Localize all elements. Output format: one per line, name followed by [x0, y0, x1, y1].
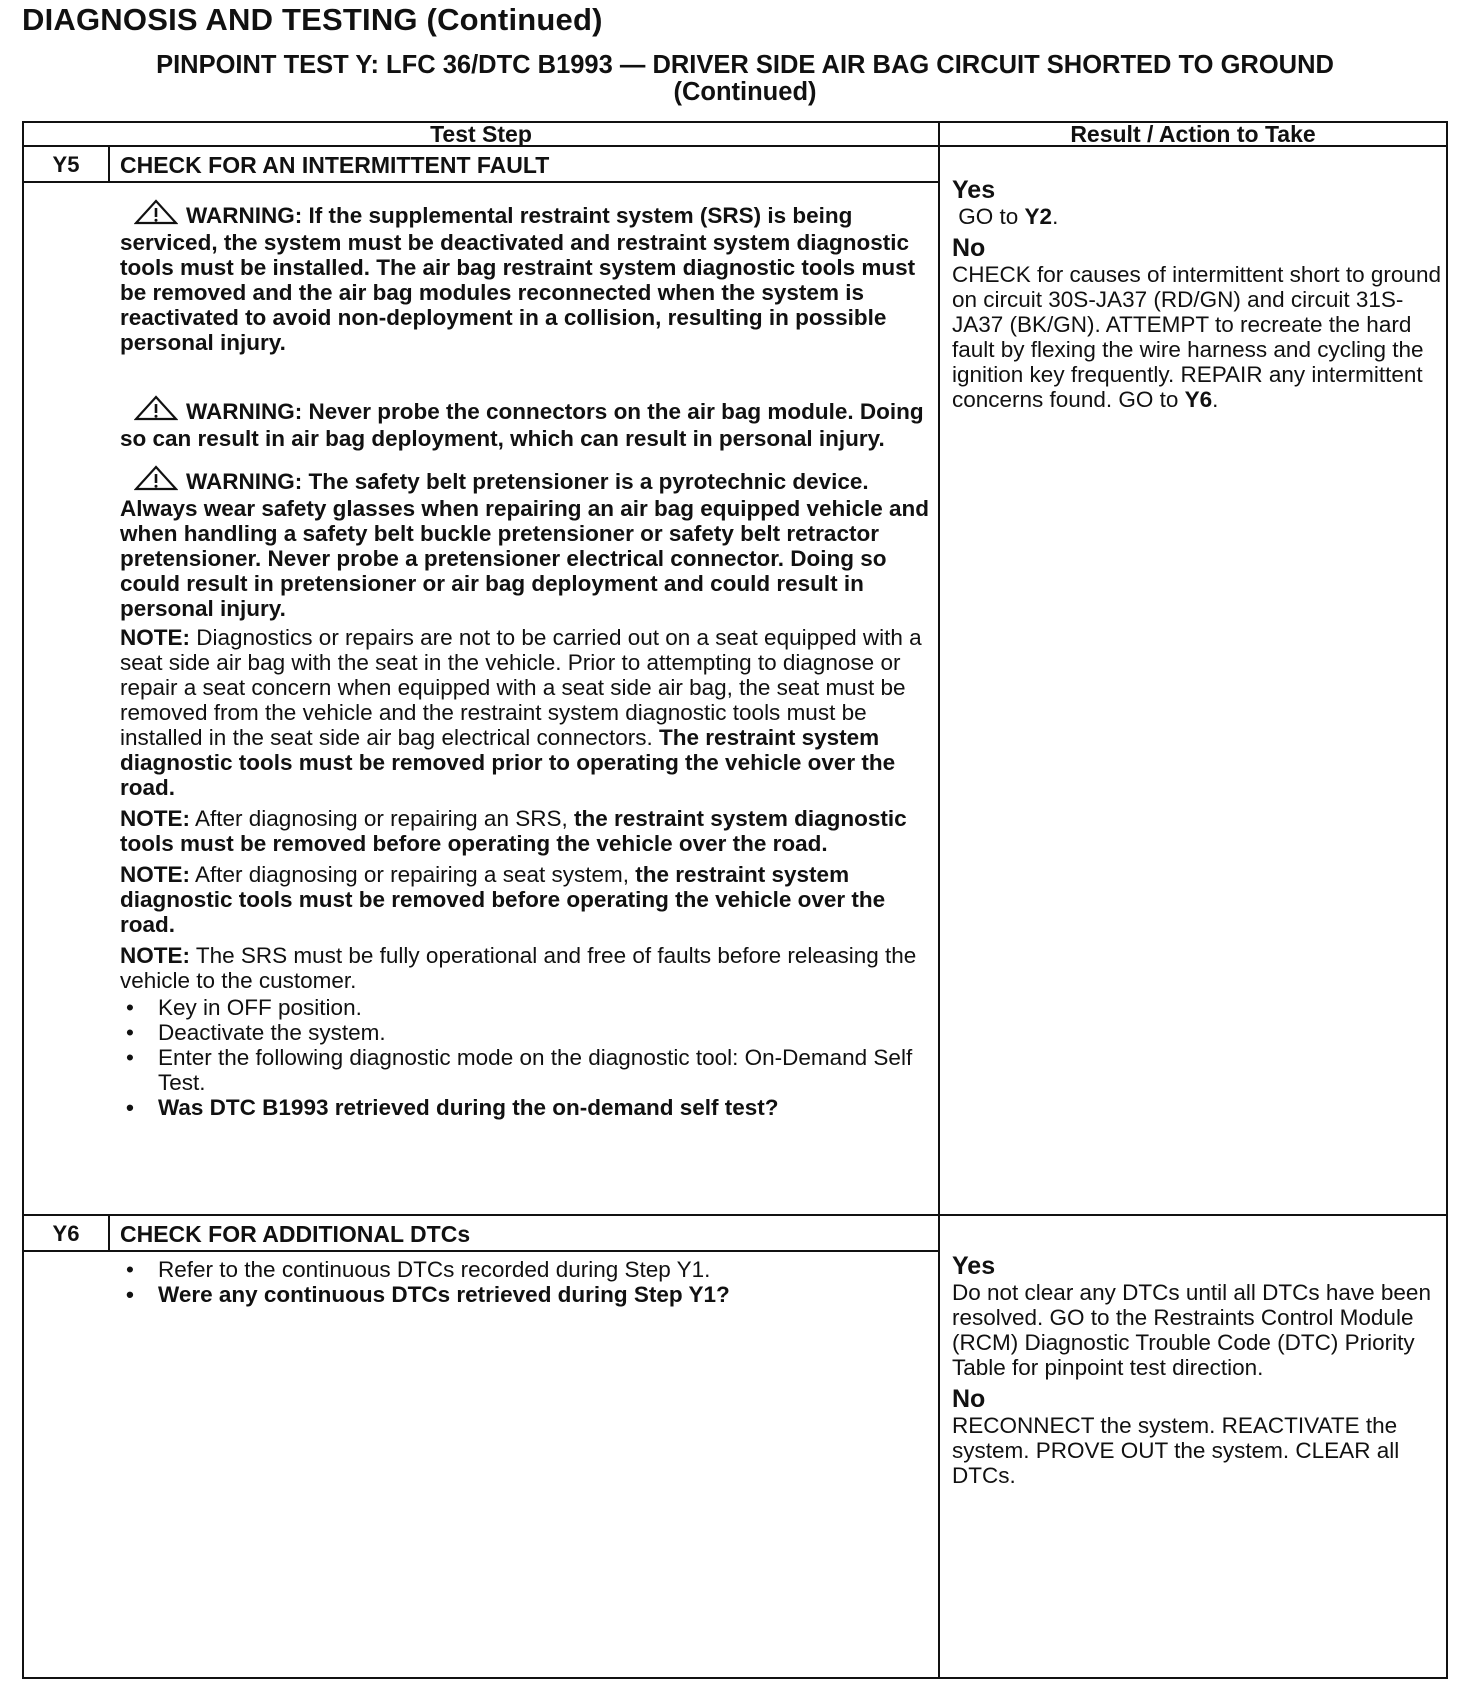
step-id: Y5 [52, 152, 80, 177]
step-content [120, 1257, 930, 1307]
bullet-text: Key in OFF position. [158, 995, 362, 1020]
note-label: NOTE: [120, 806, 190, 831]
bullet-text: Deactivate the system. [158, 1020, 386, 1045]
pinpoint-test-table [22, 121, 1448, 1679]
bullet-text: Enter the following diagnostic mode on the diagnostic tool: On-Demand Self Test. [158, 1045, 913, 1095]
no-text-end: . [1212, 387, 1219, 412]
yes-text-end: . [1052, 204, 1059, 229]
bullet-icon: • [126, 1282, 134, 1307]
step-bullet-list [120, 995, 930, 1120]
no-label: No [952, 1385, 986, 1413]
column-divider [938, 123, 940, 1677]
warning-text: WARNING: The safety belt pretensioner is a pyrotechnic device. Always wear safety glasses when repairing an air bag equipped vehicle and when handling a safety belt buckle pretensioner or safety belt retractor pretensioner. Never probe a pretensioner electrical connector. Doing so could result in pretensioner or air bag deployment and could result in personal injury. [120, 469, 930, 621]
yes-label: Yes [952, 176, 996, 204]
bullet-icon: • [126, 1257, 134, 1282]
step-title: CHECK FOR AN INTERMITTENT FAULT [120, 152, 550, 178]
note-label: NOTE: [120, 862, 190, 887]
yes-label: Yes [952, 1252, 996, 1280]
warning-triangle-icon [134, 465, 178, 496]
no-action: RECONNECT the system. REACTIVATE the system. PROVE OUT the system. CLEAR all DTCs. [952, 1413, 1400, 1488]
list-item [120, 1020, 930, 1045]
bullet-icon: • [126, 995, 134, 1020]
note-text: The SRS must be fully operational and free of faults before releasing the vehicle to the customer. [120, 943, 917, 993]
step-id: Y6 [52, 1221, 80, 1246]
warning-block [120, 465, 930, 621]
note-text: After diagnosing or repairing an SRS, [190, 806, 574, 831]
bullet-icon: • [126, 1045, 134, 1070]
list-item [120, 1282, 930, 1307]
note-label: NOTE: [120, 625, 190, 650]
no-label: No [952, 234, 986, 262]
no-action [952, 262, 1452, 412]
list-item [120, 1045, 930, 1095]
yes-step-ref: Y2 [1024, 204, 1053, 229]
warning-triangle-icon [134, 199, 178, 230]
warning-block [120, 199, 930, 355]
note-emphasis: The restraint system diagnostic tools must be removed prior to operating the vehicle over the road. [120, 725, 896, 800]
list-item [120, 995, 930, 1020]
step-question: Was DTC B1993 retrieved during the on-demand self test? [158, 1095, 779, 1120]
bullet-icon: • [126, 1020, 134, 1045]
bullet-icon: • [126, 1095, 134, 1120]
note-block [120, 625, 930, 800]
yes-action: Do not clear any DTCs until all DTCs have been resolved. GO to the Restraints Control Module (RCM) Diagnostic Trouble Code (DTC) Priority Table for pinpoint test direction. [952, 1280, 1431, 1380]
step-title: CHECK FOR ADDITIONAL DTCs [120, 1221, 471, 1247]
header-test-step: Test Step [430, 121, 532, 147]
step-id-divider [108, 147, 110, 183]
note-text: After diagnosing or repairing a seat system, [190, 862, 636, 887]
warning-triangle-icon [134, 395, 178, 426]
no-text: CHECK for causes of intermittent short to ground on circuit 30S-JA37 (RD/GN) and circuit 31S-JA37 (BK/GN). ATTEMPT to recreate the hard fault by flexing the wire harness and cycling the ignition key frequently. REPAIR any intermittent concerns found. GO to [952, 262, 1441, 412]
warning-block [120, 395, 930, 451]
page-title: DIAGNOSIS AND TESTING (Continued) [22, 2, 603, 37]
list-item [120, 1257, 930, 1282]
step-question: Were any continuous DTCs retrieved during Step Y1? [158, 1282, 730, 1307]
step-bullet-list [120, 1257, 930, 1307]
bullet-text: Refer to the continuous DTCs recorded during Step Y1. [158, 1257, 711, 1282]
yes-action [952, 204, 1452, 229]
note-block [120, 806, 930, 856]
header-result-action: Result / Action to Take [1070, 121, 1316, 147]
test-title-line2: (Continued) [673, 78, 817, 106]
warning-text: WARNING: If the supplemental restraint system (SRS) is being serviced, the system must be deactivated and restraint system diagnostic tools must be installed. The air bag restraint system diagnostic tools must be removed and the air bag modules reconnected when the system is reactivated to avoid non-deployment in a collision, resulting in possible personal injury. [120, 203, 916, 355]
note-label: NOTE: [120, 943, 190, 968]
note-block [120, 862, 930, 937]
yes-text: GO to [958, 204, 1025, 229]
test-title-line1: PINPOINT TEST Y: LFC 36/DTC B1993 — DRIVER SIDE AIR BAG CIRCUIT SHORTED TO GROUND [156, 51, 1334, 79]
no-step-ref: Y6 [1184, 387, 1213, 412]
note-text: Diagnostics or repairs are not to be carried out on a seat equipped with a seat side air bag with the seat in the vehicle. Prior to attempting to diagnose or repair a seat concern when equipped with a seat side air bag, the seat must be removed from the vehicle and the restraint system diagnostic tools must be installed in the seat side air bag electrical connectors. [120, 625, 922, 750]
step-id-divider [108, 1216, 110, 1252]
note-block [120, 943, 930, 993]
pinpoint-test-title [40, 52, 1450, 106]
list-item [120, 1095, 930, 1120]
warning-text: WARNING: Never probe the connectors on the air bag module. Doing so can result in air bag deployment, which can result in personal injury. [120, 399, 924, 451]
step-result [952, 1253, 1452, 1494]
note-emphasis: the restraint system diagnostic tools must be removed before operating the vehicle over the road. [120, 806, 907, 856]
step-result [952, 177, 1452, 418]
note-emphasis: the restraint system diagnostic tools must be removed before operating the vehicle over the road. [120, 862, 886, 937]
step-content [120, 199, 930, 1120]
